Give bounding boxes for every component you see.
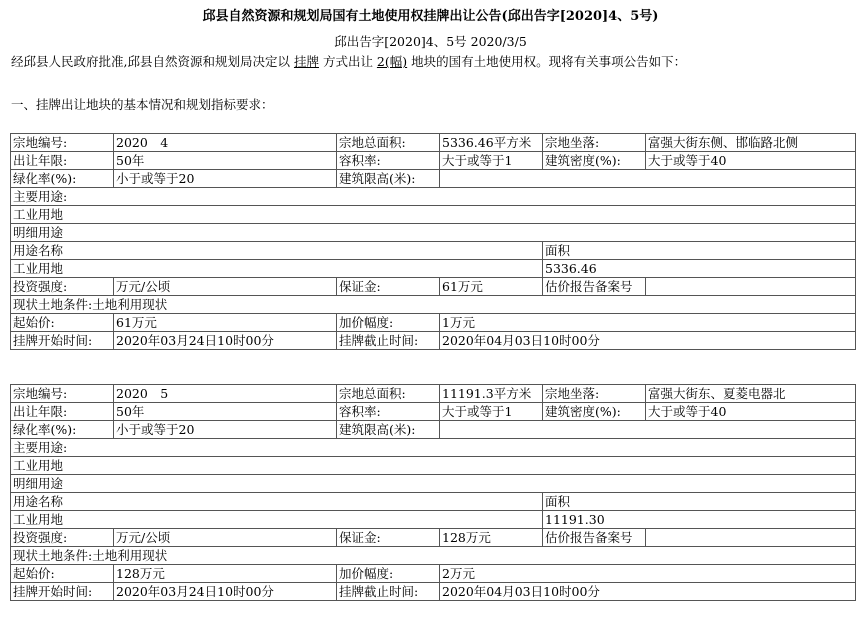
value-current-status: 土地利用现状	[92, 297, 168, 312]
table-row	[11, 206, 856, 224]
table-row	[11, 385, 856, 403]
label-density: 建筑密度(%):	[543, 403, 646, 421]
label-increment: 加价幅度:	[337, 565, 440, 583]
label-listing-start: 挂牌开始时间:	[11, 332, 114, 350]
label-main-use: 主要用途:	[11, 188, 856, 206]
label-current-status: 现状土地条件:	[13, 548, 93, 563]
table-row	[11, 332, 856, 350]
label-parcel-no: 宗地编号:	[11, 385, 114, 403]
value-density: 大于或等于40	[646, 152, 856, 170]
parcel-table-1	[10, 133, 856, 350]
value-start-price: 128万元	[114, 565, 337, 583]
value-location: 富强大街东侧、邯临路北侧	[646, 134, 856, 152]
label-appraisal-no: 估价报告备案号	[543, 529, 646, 547]
table-row	[11, 529, 856, 547]
value-investment: 万元/公顷	[114, 529, 337, 547]
table-row	[11, 296, 856, 314]
table-row	[11, 242, 856, 260]
label-detail-use: 明细用途	[11, 475, 856, 493]
value-listing-start: 2020年03月24日10时00分	[114, 332, 337, 350]
value-listing-start: 2020年03月24日10时00分	[114, 583, 337, 601]
label-investment: 投资强度:	[11, 278, 114, 296]
table-row	[11, 457, 856, 475]
table-row	[11, 314, 856, 332]
table-row	[11, 188, 856, 206]
value-total-area: 11191.3平方米	[440, 385, 543, 403]
value-total-area: 5336.46平方米	[440, 134, 543, 152]
table-row	[11, 134, 856, 152]
value-density: 大于或等于40	[646, 403, 856, 421]
label-investment: 投资强度:	[11, 529, 114, 547]
value-appraisal-no	[646, 278, 856, 296]
label-main-use: 主要用途:	[11, 439, 856, 457]
value-investment: 万元/公顷	[114, 278, 337, 296]
value-increment: 2万元	[440, 565, 856, 583]
table-row	[11, 224, 856, 242]
parcel-count: 2(幅)	[376, 54, 408, 69]
table-row	[11, 565, 856, 583]
label-increment: 加价幅度:	[337, 314, 440, 332]
label-parcel-no: 宗地编号:	[11, 134, 114, 152]
notice-number-date: 邱出告字[2020]4、5号 2020/3/5	[334, 34, 527, 49]
current-status-cell	[11, 547, 856, 565]
table-row	[11, 439, 856, 457]
table-row	[11, 260, 856, 278]
main-use-industrial: 工业用地	[11, 457, 856, 475]
current-status-cell	[11, 296, 856, 314]
transfer-method: 挂牌	[293, 54, 319, 69]
intro-paragraph	[11, 54, 856, 70]
label-appraisal-no: 估价报告备案号	[543, 278, 646, 296]
label-location: 宗地坐落:	[543, 385, 646, 403]
label-listing-end: 挂牌截止时间:	[337, 332, 440, 350]
table-row	[11, 475, 856, 493]
table-row	[11, 511, 856, 529]
label-current-status: 现状土地条件:	[13, 297, 93, 312]
value-term: 50年	[114, 403, 337, 421]
value-parcel-no: 2020 4	[114, 134, 337, 152]
label-detail-use: 明细用途	[11, 224, 856, 242]
label-green: 绿化率(%):	[11, 170, 114, 188]
value-listing-end: 2020年04月03日10时00分	[440, 583, 856, 601]
value-term: 50年	[114, 152, 337, 170]
table-row	[11, 170, 856, 188]
value-current-status: 土地利用现状	[92, 548, 168, 563]
table-row	[11, 421, 856, 439]
detail-use-industrial: 工业用地	[11, 260, 543, 278]
table-row	[11, 403, 856, 421]
value-appraisal-no	[646, 529, 856, 547]
label-term: 出让年限:	[11, 152, 114, 170]
label-far: 容积率:	[337, 403, 440, 421]
value-parcel-no: 2020 5	[114, 385, 337, 403]
label-start-price: 起始价:	[11, 314, 114, 332]
value-deposit: 61万元	[440, 278, 543, 296]
label-area: 面积	[543, 493, 856, 511]
main-use-industrial: 工业用地	[11, 206, 856, 224]
value-increment: 1万元	[440, 314, 856, 332]
section-heading-1: 一、挂牌出让地块的基本情况和规划指标要求：	[11, 97, 274, 112]
value-far: 大于或等于1	[440, 403, 543, 421]
value-start-price: 61万元	[114, 314, 337, 332]
label-deposit: 保证金:	[337, 278, 440, 296]
label-far: 容积率:	[337, 152, 440, 170]
label-green: 绿化率(%):	[11, 421, 114, 439]
intro-text-3: 地块的国有土地使用权。现将有关事项公告如下：	[407, 54, 687, 69]
value-industrial-area: 11191.30	[543, 511, 856, 529]
value-height	[440, 421, 856, 439]
value-green: 小于或等于20	[114, 421, 337, 439]
label-density: 建筑密度(%):	[543, 152, 646, 170]
label-term: 出让年限:	[11, 403, 114, 421]
value-location: 富强大街东、夏菱电器北	[646, 385, 856, 403]
table-row	[11, 278, 856, 296]
label-location: 宗地坐落:	[543, 134, 646, 152]
table-row	[11, 152, 856, 170]
value-far: 大于或等于1	[440, 152, 543, 170]
value-listing-end: 2020年04月03日10时00分	[440, 332, 856, 350]
label-start-price: 起始价:	[11, 565, 114, 583]
table-row	[11, 493, 856, 511]
label-total-area: 宗地总面积:	[337, 385, 440, 403]
page-title: 邱县自然资源和规划局国有土地使用权挂牌出让公告(邱出告字[2020]4、5号)	[202, 9, 659, 24]
label-total-area: 宗地总面积:	[337, 134, 440, 152]
value-industrial-area: 5336.46	[543, 260, 856, 278]
label-listing-start: 挂牌开始时间:	[11, 583, 114, 601]
value-green: 小于或等于20	[114, 170, 337, 188]
label-height: 建筑限高(米):	[337, 170, 440, 188]
label-deposit: 保证金:	[337, 529, 440, 547]
intro-text-1: 经邱县人民政府批准,邱县自然资源和规划局决定以	[11, 54, 294, 69]
intro-text-2: 方式出让	[318, 54, 377, 69]
parcel-table-2	[10, 384, 856, 601]
label-area: 面积	[543, 242, 856, 260]
label-use-name: 用途名称	[11, 242, 543, 260]
value-height	[440, 170, 856, 188]
table-row	[11, 583, 856, 601]
table-row	[11, 547, 856, 565]
value-deposit: 128万元	[440, 529, 543, 547]
label-listing-end: 挂牌截止时间:	[337, 583, 440, 601]
label-use-name: 用途名称	[11, 493, 543, 511]
label-height: 建筑限高(米):	[337, 421, 440, 439]
detail-use-industrial: 工业用地	[11, 511, 543, 529]
